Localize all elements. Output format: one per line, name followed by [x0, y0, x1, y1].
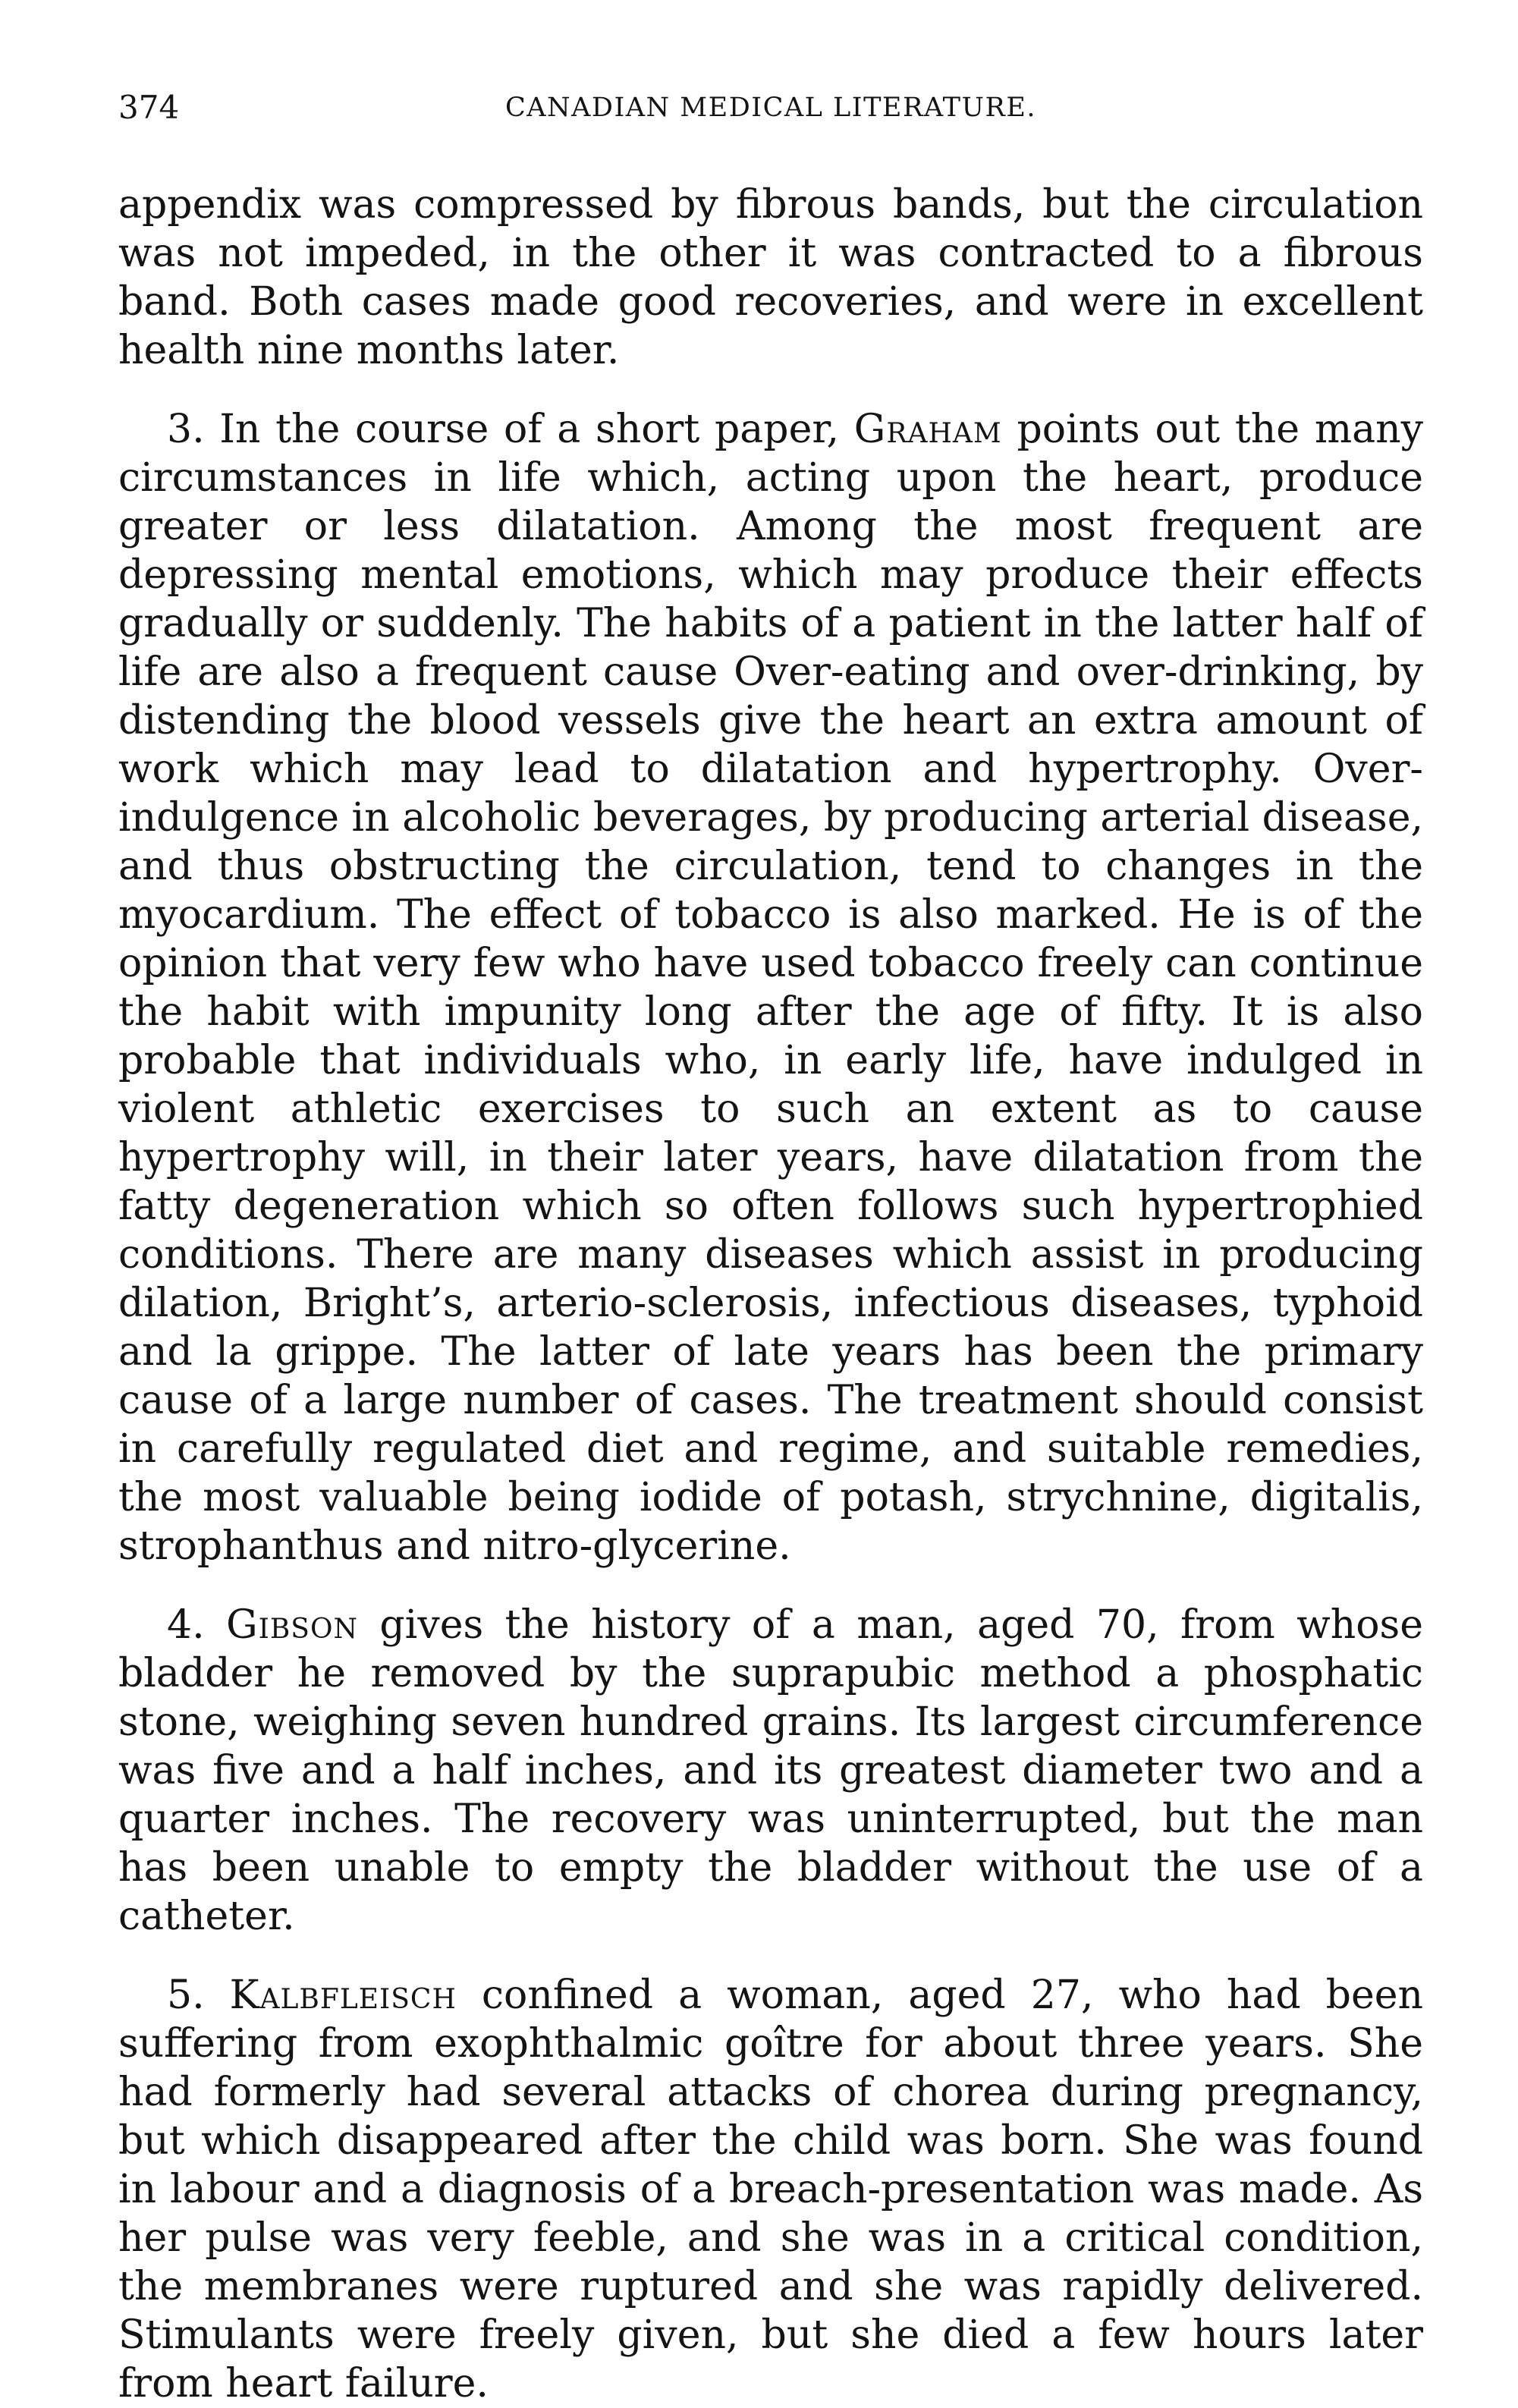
paragraph-item-5 — [118, 1971, 1423, 2408]
paragraph-lead-in: In the course of a short paper, — [219, 407, 854, 452]
paragraph-text: points out the many circumstances in life which, acting upon the heart, produce greater or less dilatation. Among the most frequent are depressing mental emotions, which may produce their effects gradually or suddenly. The habits of a patient in the latter half of life are also a frequent cause Over-eating and over-drinking, by distending the blood vessels give the heart an extra amount of work which may lead to dilatation and hypertrophy. Over-indulgence in alcoholic beverages, by producing arterial disease, and thus obstructing the circulation, tend to changes in the myocardium. The effect of tobacco is also marked. He is of the opinion that very few who have used tobacco freely can continue the habit with impunity long after the age of fifty. It is also probable that individuals who, in early life, have indulged in violent athletic exercises to such an extent as to cause hypertrophy will, in their later years, have dilatation from the fatty degeneration which so often follows such hypertrophied conditions. There are many diseases which assist in producing dilation, Bright’s, arterio-sclerosis, infectious diseases, typhoid and la grippe. The latter of late years has been the primary cause of a large number of cases. The treatment should consist in carefully regulated diet and regime, and suitable remedies, the most valuable being iodide of potash, strychnine, digitalis, strophanthus and nitro-glycerine. — [118, 407, 1423, 1569]
author-name: Gibson — [226, 1602, 358, 1648]
paragraph-text: confined a woman, aged 27, who had been suffering from exophthalmic goître for about three years. She had formerly had several attacks of chorea during pregnancy, but which disappeared after the child was born. She was found in labour and a diagnosis of a breach-presentation was made. As her pulse was very feeble, and she was in a critical condition, the membranes were ruptured and she was rapidly delivered. Stimulants were freely given, but she died a few hours later from heart failure. — [118, 1973, 1423, 2406]
running-head — [118, 85, 1423, 130]
item-number: 3. — [167, 407, 220, 452]
item-number: 4. — [167, 1602, 227, 1648]
paragraph-item-3 — [118, 405, 1423, 1570]
item-number: 5. — [167, 1973, 230, 2018]
paragraph-continuation — [118, 181, 1423, 375]
paragraph-item-4 — [118, 1601, 1423, 1941]
paragraph-text: gives the history of a man, aged 70, from whose bladder he removed by the suprapubic method a phosphatic stone, weighing seven hundred grains. Its largest circumference was five and a half inches, and its greatest diameter two and a quarter inches. The recovery was uninterrupted, but the man has been unable to empty the bladder without the use of a catheter. — [118, 1602, 1423, 1939]
author-name: Kalbfleisch — [229, 1973, 457, 2018]
book-page — [118, 85, 1423, 2408]
page-number: 374 — [118, 89, 180, 126]
article-body — [118, 181, 1423, 2408]
author-name: Graham — [853, 407, 1002, 452]
journal-title: CANADIAN MEDICAL LITERATURE. — [504, 93, 1037, 123]
paragraph-text: appendix was compressed by fibrous bands, but the circulation was not impeded, in the other it was contracted to a fibrous band. Both cases made good recoveries, and were in excellent health nine months later. — [118, 182, 1423, 373]
